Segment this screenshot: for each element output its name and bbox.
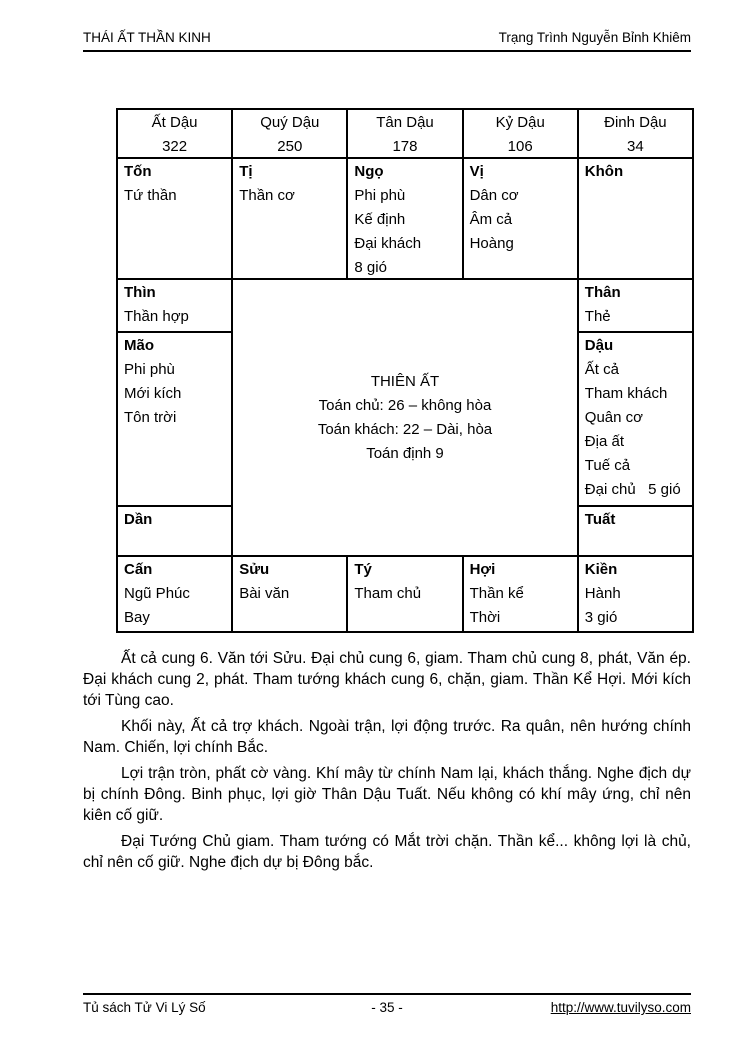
top-name: Quý Dậu <box>260 114 320 131</box>
chart-cell-ty <box>348 557 463 633</box>
cell-title: Tuất <box>584 511 616 528</box>
chart-topcell-tan-dau <box>348 110 463 159</box>
cell-title: Tý <box>354 561 372 578</box>
chart-cell-thin <box>118 280 233 333</box>
cell-line: Mới kích <box>124 385 182 402</box>
chart-cell-khon <box>579 159 694 280</box>
top-value: 34 <box>627 138 644 155</box>
cell-title: Khôn <box>584 163 624 180</box>
thai-at-chart <box>116 108 694 633</box>
book-title: THÁI ẤT THẦN KINH <box>83 30 211 45</box>
cell-title: Vị <box>469 163 484 180</box>
cell-line: Bay <box>124 609 150 626</box>
chart-center-cell <box>233 280 579 557</box>
cell-line: Dân cơ <box>469 187 519 204</box>
cell-line: Âm cả <box>469 211 513 228</box>
top-name: Ất Dậu <box>151 114 198 131</box>
chart-cell-tuat <box>579 507 694 557</box>
chart-topcell-at-dau <box>118 110 233 159</box>
page-number: - 35 - <box>371 1000 403 1015</box>
chart-cell-vi <box>464 159 579 280</box>
center-title: THIÊN ẤT <box>370 373 440 390</box>
body-text <box>83 648 691 878</box>
cell-title: Dần <box>124 511 153 528</box>
cell-title: Cấn <box>124 561 153 578</box>
cell-title: Tốn <box>124 163 152 180</box>
cell-line: Ngũ Phúc <box>124 585 190 602</box>
author-name: Trạng Trình Nguyễn Bỉnh Khiêm <box>498 30 691 45</box>
footer-website-link[interactable]: http://www.tuvilyso.com <box>550 1000 691 1015</box>
cell-line: Thẻ <box>584 308 611 325</box>
chart-cell-ton <box>118 159 233 280</box>
cell-line: Kế định <box>354 211 406 228</box>
cell-line: Tham chủ <box>354 585 422 602</box>
chart-cell-hoi <box>464 557 579 633</box>
cell-line: Tứ thần <box>124 187 177 204</box>
chart-topcell-dinh-dau <box>579 110 694 159</box>
cell-line: Ất cả <box>584 361 619 378</box>
chart-cell-dau <box>579 333 694 507</box>
top-name: Kỷ Dậu <box>495 114 545 131</box>
cell-title: Dậu <box>584 337 614 354</box>
cell-line: Thần kể <box>469 585 524 602</box>
chart-cell-ngo <box>348 159 463 280</box>
cell-line: Đại khách <box>354 235 422 252</box>
cell-line: Thần hợp <box>124 308 189 325</box>
cell-line: 8 gió <box>354 259 387 276</box>
chart-cell-kien <box>579 557 694 633</box>
cell-title: Ngọ <box>354 163 384 180</box>
footer-series-title: Tủ sách Tử Vi Lý Số <box>83 1000 206 1015</box>
center-line: Toán chủ: 26 – không hòa <box>318 397 492 414</box>
cell-title: Thìn <box>124 284 156 301</box>
cell-title: Sửu <box>239 561 270 578</box>
center-line: Toán khách: 22 – Dài, hòa <box>317 421 493 438</box>
cell-line: Phi phù <box>124 361 175 378</box>
chart-cell-ti <box>233 159 348 280</box>
cell-line: Bài văn <box>239 585 290 602</box>
cell-line: Tôn trời <box>124 409 177 426</box>
chart-cell-mao <box>118 333 233 507</box>
chart-cell-dan <box>118 507 233 557</box>
paragraph-3: Lợi trận tròn, phất cờ vàng. Khí mây từ chính Nam lại, khách thắng. Nghe địch dự bị chính Đông. Binh phục, lợi giờ Thân Dậu Tuất. Nếu không có khí mây ứng, chỉ nên kiên cố giữ. <box>83 765 691 824</box>
cell-line: Đại chủ 5 gió <box>584 481 681 498</box>
paragraph-2: Khối này, Ất cả trợ khách. Ngoài trận, lợi động trước. Ra quân, nên hướng chính Nam. Chiến, lợi chính Bắc. <box>83 718 691 756</box>
top-value: 322 <box>162 138 188 155</box>
cell-line: Tuế cả <box>584 457 631 474</box>
cell-line: Phi phù <box>354 187 406 204</box>
cell-title: Tị <box>239 163 253 180</box>
top-value: 106 <box>507 138 533 155</box>
chart-cell-than <box>579 280 694 333</box>
page-header <box>83 30 691 52</box>
cell-line: Quân cơ <box>584 409 643 426</box>
cell-title: Thân <box>584 284 621 301</box>
top-value: 250 <box>277 138 303 155</box>
cell-line: Hành <box>584 585 621 602</box>
cell-line: Địa ất <box>584 433 624 450</box>
chart-topcell-ky-dau <box>464 110 579 159</box>
top-name: Tân Dậu <box>376 114 434 131</box>
cell-line: Hoàng <box>469 235 514 252</box>
paragraph-1: Ất cả cung 6. Văn tới Sửu. Đại chủ cung 6, giam. Tham chủ cung 8, phát, Văn ép. Đại khách cung 2, phát. Tham tướng khách cung 6, chặn, giam. Thần Kể Hợi. Mới kích tới Tùng cao. <box>83 650 691 709</box>
cell-line: Thời <box>469 609 501 626</box>
page-footer <box>83 993 691 1015</box>
cell-title: Mão <box>124 337 154 354</box>
cell-title: Hợi <box>469 561 496 578</box>
chart-cell-can <box>118 557 233 633</box>
chart-cell-suu <box>233 557 348 633</box>
center-line: Toán định 9 <box>366 445 444 462</box>
paragraph-4: Đại Tướng Chủ giam. Tham tướng có Mắt trời chặn. Thần kể... không lợi là chủ, chỉ nên cố giữ. Nghe địch dự bị Đông bắc. <box>83 833 691 871</box>
chart-topcell-quy-dau <box>233 110 348 159</box>
cell-line: 3 gió <box>584 609 618 626</box>
cell-title: Kiền <box>584 561 618 578</box>
top-value: 178 <box>392 138 418 155</box>
cell-line: Tham khách <box>584 385 668 402</box>
cell-line: Thần cơ <box>239 187 295 204</box>
top-name: Đinh Dậu <box>604 114 667 131</box>
